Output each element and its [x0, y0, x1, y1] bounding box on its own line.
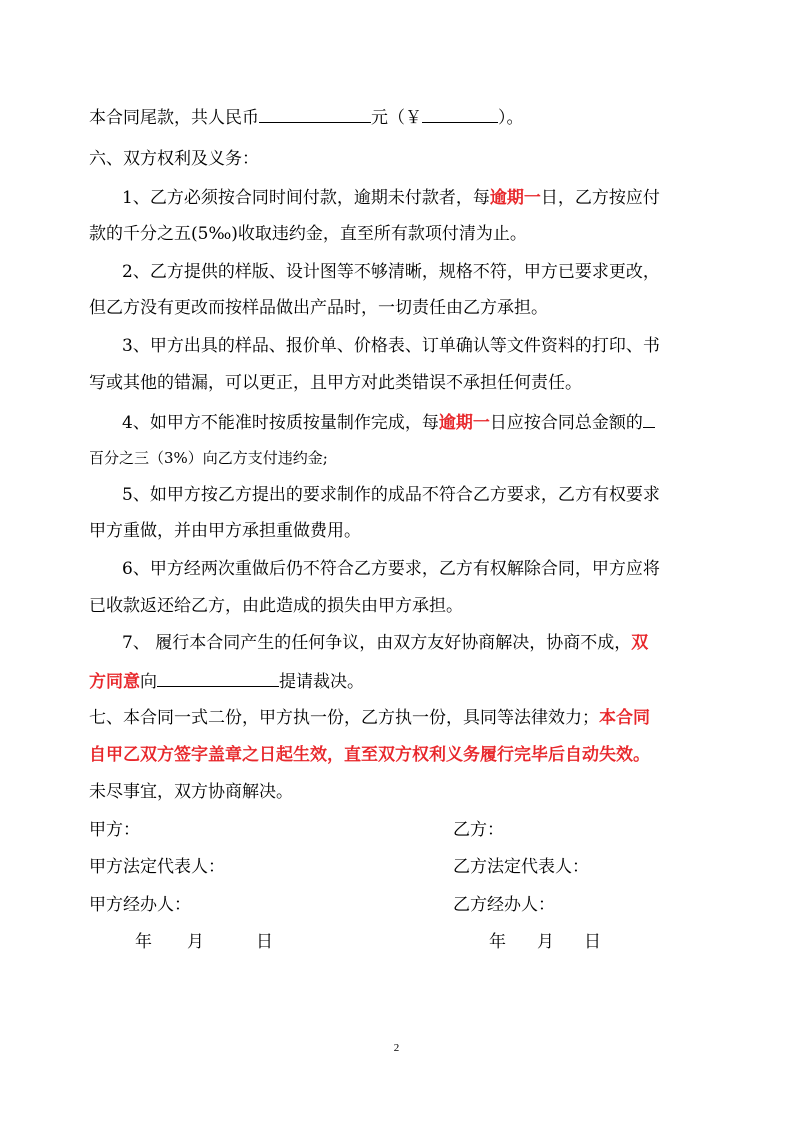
section6-heading: 六、双方权利及义务：: [89, 149, 259, 169]
item7-highlight-2: 方同意: [89, 672, 140, 692]
item5-line1: 5、如甲方按乙方提出的要求制作的成品不符合乙方要求，乙方有权要求: [122, 485, 660, 505]
item4-highlight: 逾期一: [438, 413, 490, 433]
item6-line1: 6、甲方经两次重做后仍不符合乙方要求，乙方有权解除合同，甲方应将: [122, 559, 660, 579]
item7-text-b: 向: [140, 672, 157, 692]
arbitration-blank[interactable]: [157, 668, 279, 687]
party-b-month: 月: [537, 932, 554, 952]
item7-text-a: 7、 履行本合同产生的任何争议，由双方友好协商解决，协商不成，: [122, 633, 632, 653]
amount-figure-blank[interactable]: [422, 104, 498, 123]
party-a-rep-label: 甲方法定代表人：: [89, 857, 225, 877]
party-b-year: 年: [489, 932, 506, 952]
party-b-agent-label: 乙方经办人：: [453, 895, 555, 915]
item7-text-c: 提请裁决。: [279, 672, 364, 692]
party-a-month: 月: [187, 932, 204, 952]
party-a-year: 年: [135, 932, 152, 952]
item4-line2: 百分之三（3%）向乙方支付违约金;: [89, 449, 328, 467]
item7-highlight-1: 双: [631, 633, 649, 653]
item1-line1: [122, 186, 710, 210]
item7-line2: [89, 668, 709, 694]
item4-text-b: 日应按合同总金额的: [489, 413, 643, 433]
item6-line2: 已收款返还给乙方，由此造成的损失由甲方承担。: [89, 596, 463, 616]
section7-highlight-1: 本合同: [599, 708, 650, 728]
item1-highlight: 逾期一: [489, 188, 541, 208]
item7-line1: [122, 631, 710, 655]
item1-line2: 款的千分之五(5‰)收取违约金，直至所有款项付清为止。: [89, 224, 527, 244]
section7-line2: 自甲乙双方签字盖章之日起生效，直至双方权利义务履行完毕后自动失效。: [89, 745, 650, 765]
balance-suffix: ）。: [498, 108, 524, 128]
item3-line1: 3、甲方出具的样品、报价单、价格表、订单确认等文件资料的打印、书: [122, 336, 660, 356]
party-b-day: 日: [584, 932, 601, 952]
balance-line: [89, 104, 709, 130]
item5-line2: 甲方重做，并由甲方承担重做费用。: [89, 521, 361, 541]
item1-text-b: 日，乙方按应付: [540, 188, 660, 208]
page-number: 2: [393, 1042, 400, 1054]
item2-line1: 2、乙方提供的样版、设计图等不够清晰，规格不符，甲方已要求更改，: [122, 262, 660, 282]
party-b-label: 乙方：: [453, 820, 504, 840]
section7-line1: [89, 706, 709, 730]
section7-text-a: 七、本合同一式二份，甲方执一份，乙方执一份，具同等法律效力；: [89, 708, 599, 728]
amount-blank[interactable]: [259, 104, 371, 123]
party-a-day: 日: [256, 932, 273, 952]
section7-line3: 未尽事宜，双方协商解决。: [89, 782, 293, 802]
item4-text-a: 4、如甲方不能准时按质按量制作完成，每: [122, 413, 439, 433]
party-a-agent-label: 甲方经办人：: [89, 895, 191, 915]
item2-line2: 但乙方没有更改而按样品做出产品时，一切责任由乙方承担。: [89, 298, 548, 318]
party-a-label: 甲方：: [89, 820, 140, 840]
item3-line2: 写或其他的错漏，可以更正，且甲方对此类错误不承担任何责任。: [89, 373, 582, 393]
balance-mid: 元（￥: [371, 108, 422, 128]
item4-blank[interactable]: [643, 409, 655, 428]
party-b-rep-label: 乙方法定代表人：: [453, 857, 589, 877]
item1-text-a: 1、乙方必须按合同时间付款，逾期未付款者，每: [122, 188, 490, 208]
balance-prefix: 本合同尾款，共人民币: [89, 108, 259, 128]
item4-line1: [122, 409, 710, 435]
